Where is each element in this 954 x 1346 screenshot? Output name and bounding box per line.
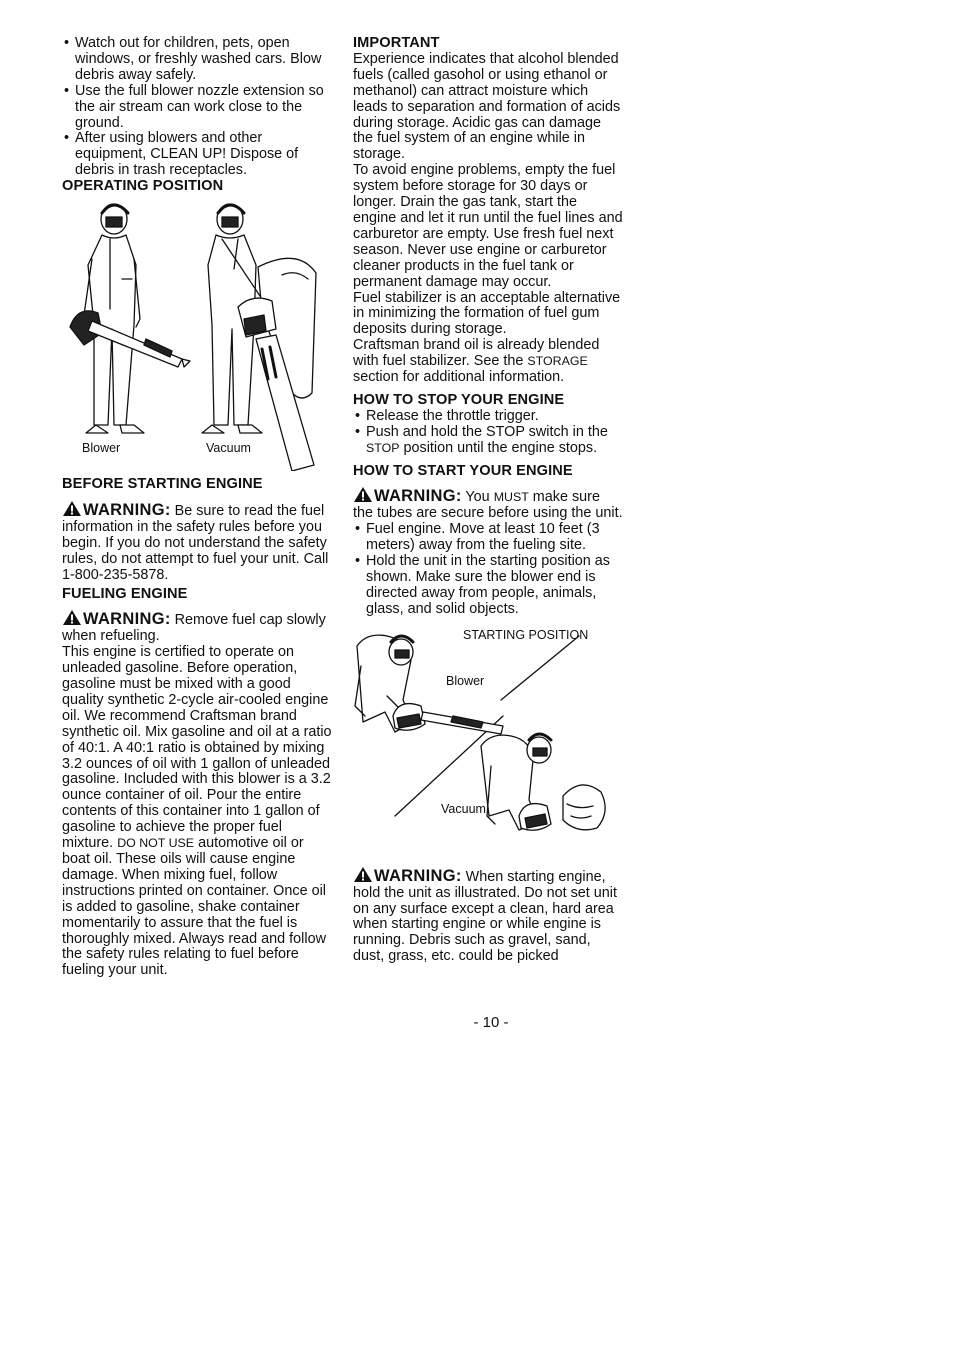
list-item: • Watch out for children, pets, open windows, or freshly washed cars. Blow debris away safely. [62,36,334,84]
warning-triangle-icon [353,866,373,883]
start-engine-heading: HOW TO START YOUR ENGINE [353,462,573,479]
important-para-1: Experience indicates that alcohol blended fuels (called gasohol or using ethanol or methanol) can attract moisture which leads to separation and formation of acids during storage. Acidic gas can damage the fuel system of an engine while in storage. [353,50,621,163]
important-para-4-text: Craftsman brand oil is already blended with fuel stabilizer. See the [353,337,600,370]
blower-label: Blower [82,441,121,456]
right-column [353,36,623,965]
warning-triangle-icon [62,609,82,626]
fueling-heading: FUELING ENGINE [62,585,188,602]
intro-bullet-list [62,36,334,179]
stop-engine-list [353,409,623,457]
storage-ref: STORAGE [527,354,588,369]
fueling-warning [62,609,334,645]
warning-triangle-icon [62,500,82,517]
warning-triangle-icon [353,486,373,503]
stop-bullet-text-cont: position until the engine stops. [403,439,598,456]
start-engine-list [353,522,623,617]
vacuum-label: Vacuum [206,441,251,456]
starting-position-figure [353,626,623,856]
starting-engine-warning [353,866,623,965]
list-item [353,425,623,457]
warning-text: Be sure to read the fuel information in the safety rules before you begin. If you do not understand the safety rules, do not attempt to fuel your unit. Call 1-800-235-5878. [62,502,329,583]
before-starting-warning [62,500,334,584]
starting-position-title: STARTING POSITION [463,627,589,642]
starting-position-illustration [353,626,623,856]
operator-illustration [62,199,334,471]
stop-engine-heading: HOW TO STOP YOUR ENGINE [353,391,565,408]
list-item: • After using blowers and other equipment, CLEAN UP! Dispose of debris in trash receptacles. [62,131,334,179]
fueling-body-caps: DO NOT USE [117,836,195,851]
vacuum-label: Vacuum [441,801,486,816]
start-engine-warning [353,486,623,522]
warning-must-caps: MUST [493,490,529,505]
stop-position-caps: STOP [366,440,400,455]
important-para-4 [353,338,623,386]
stop-bullet-text: Push and hold the STOP switch in the [366,423,608,440]
warning-label: WARNING: [83,500,171,519]
important-para-2: To avoid engine problems, empty the fuel system before storage for 30 days or longer. Drain the gas tank, start the engine and let it run until the fuel lines and carburetor are empty. Use fresh fuel next season. Never use engine or carburetor cleaner products in the fuel tank or permanent damage may occur. [353,162,623,290]
warning-text: Remove fuel cap slowly when refueling. [62,612,326,645]
list-item: • Release the throttle trigger. [353,409,623,425]
list-item: • Hold the unit in the starting position as shown. Make sure the blower end is directed away from people, animals, glass, and solid objects. [353,554,623,618]
page-number: - 10 - [473,1014,509,1031]
fueling-body-text: This engine is certified to operate on unleaded gasoline. Before operation, gasoline must be mixed with a good quality synthetic 2-cycle air-cooled engine oil. We recommend Craftsman brand synthetic oil. Mix gasoline and oil at a ratio of 40:1. A 40:1 ratio is obtained by mixing 3.2 ounces of oil with 1 gallon of unleaded gasoline. Included with this blower is a 3.2 ounce container of oil. Pour the entire contents of this container into 1 gallon of gasoline to achieve the proper fuel mixture. [62,644,332,852]
left-column [62,36,334,979]
warning-text-cont: make sure the tubes are secure before using the unit. [353,489,623,522]
operating-position-heading: OPERATING POSITION [62,178,224,195]
warning-label: WARNING: [83,610,171,629]
fueling-body [62,645,334,979]
warning-text: You [465,489,490,506]
operating-position-figure [62,199,334,471]
list-item: • Use the full blower nozzle extension so the air stream can work close to the ground. [62,84,334,132]
important-heading: IMPORTANT [353,35,440,51]
warning-label: WARNING: [374,487,462,506]
blower-label: Blower [446,673,485,688]
before-starting-heading: BEFORE STARTING ENGINE [62,476,263,493]
warning-label: WARNING: [374,866,462,885]
list-item: • Fuel engine. Move at least 10 feet (3 meters) away from the fueling site. [353,522,623,554]
warning-text: When starting engine, hold the unit as illustrated. Do not set unit on any surface except a clean, hard area when starting engine or while engine is running. Debris such as gravel, sand, dust, grass, etc. could be picked [353,868,617,965]
fueling-body-text-cont: automotive oil or boat oil. These oils will cause engine damage. When mixing fuel, follow instructions printed on container. Once oil is added to gasoline, shake container momentarily to assure that the fuel is thoroughly mixed. Always read and follow the safety rules relating to fuel before fueling your unit. [62,835,326,979]
important-para-4-text-cont: section for additional information. [353,369,565,386]
important-para-3: Fuel stabilizer is an acceptable alternative in minimizing the formation of fuel gum deposits during storage. [353,289,621,338]
